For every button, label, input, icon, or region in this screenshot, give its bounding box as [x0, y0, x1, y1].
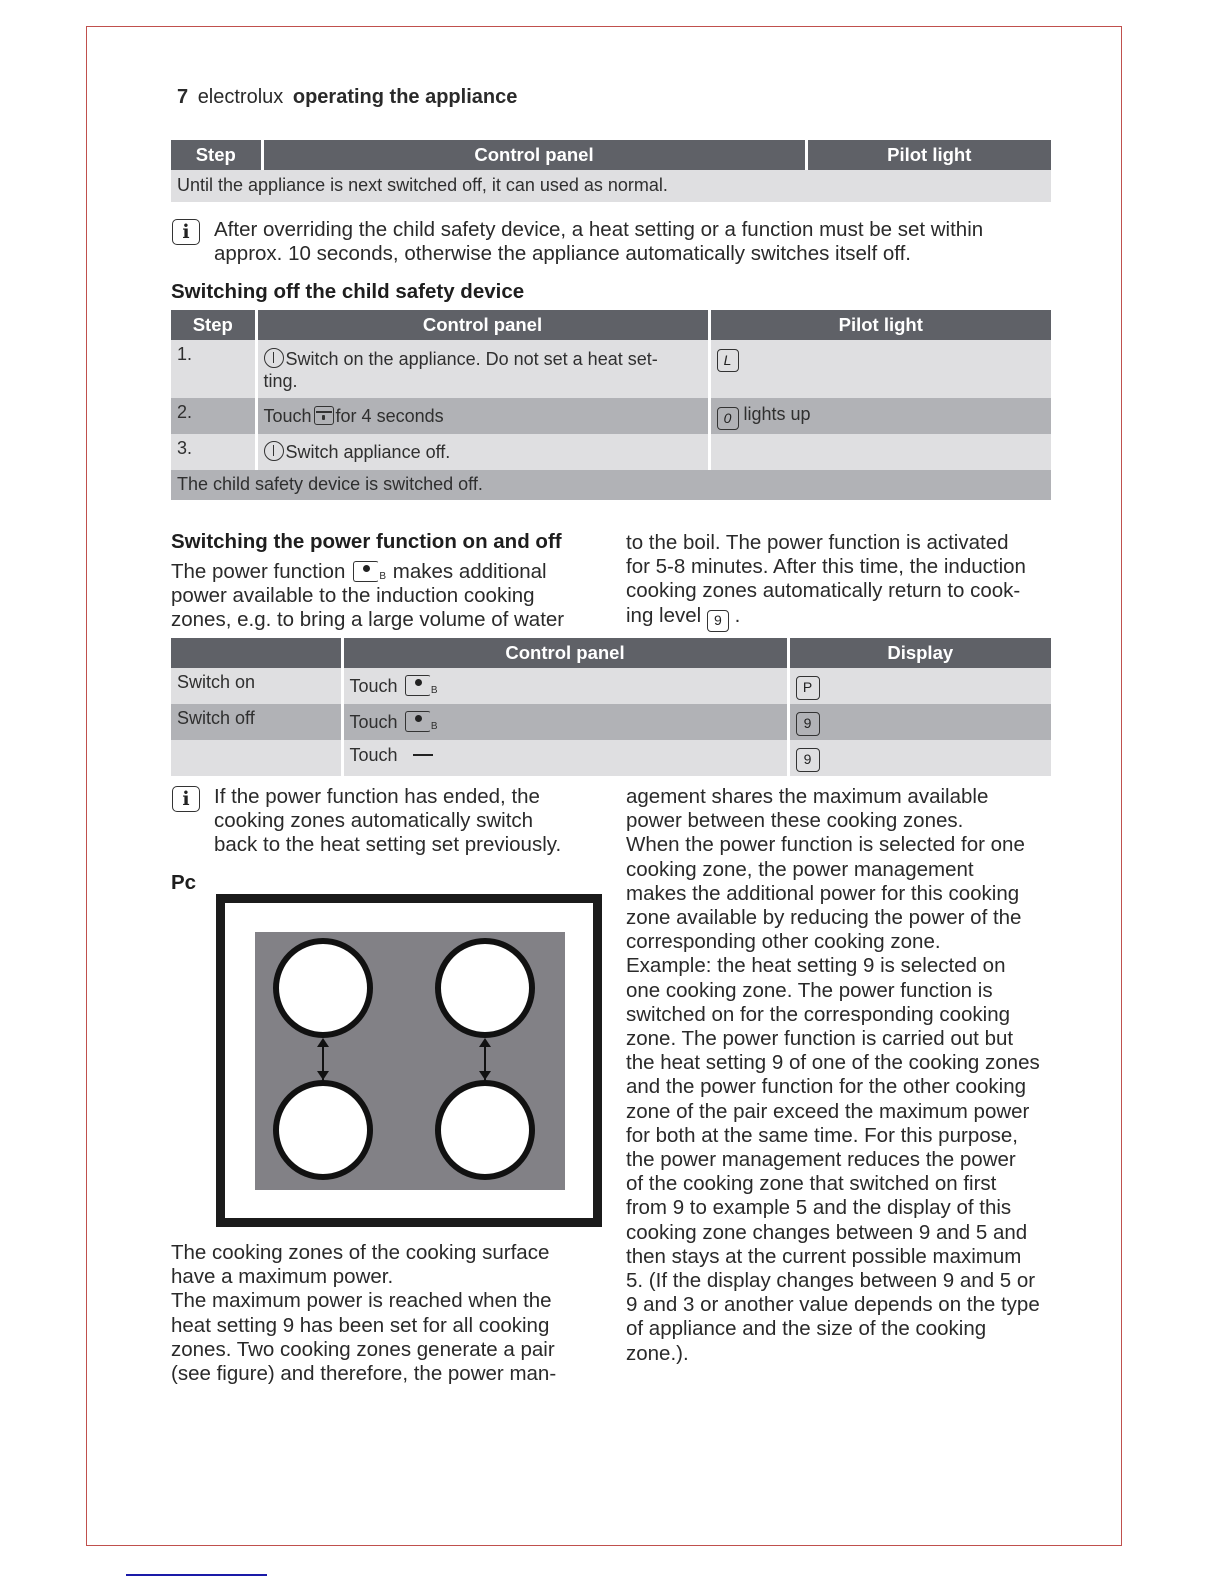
col-control-panel: Control panel [342, 638, 788, 668]
table-row [171, 668, 1051, 704]
col-step: Step [171, 140, 262, 170]
col-step: Step [171, 310, 256, 340]
power-management-left [171, 1241, 556, 1386]
power-intro-left [171, 560, 564, 633]
info-note-text [214, 785, 561, 858]
table-row [171, 340, 1051, 398]
intro-line [171, 560, 564, 584]
lock-icon [314, 406, 334, 425]
info-note-line: back to the heat setting set previously. [214, 833, 562, 857]
intro-text: ing level [626, 603, 702, 627]
cooking-zone-front-left [273, 938, 373, 1038]
info-note-line: cooking zones automatically switch [214, 809, 534, 833]
text-line: zones. Two cooking zones generate a pair [171, 1337, 555, 1361]
control-text: Touch [349, 745, 398, 765]
intro-line: to the boil. The power function is activated [626, 531, 1009, 554]
text-line: the heat setting 9 of one of the cooking zones [626, 1051, 1040, 1075]
pilot-cell [709, 340, 1051, 398]
control-cell [256, 340, 709, 398]
text-line: of the cooking zone that switched on first [626, 1172, 997, 1196]
display-symbol-l-icon: L [717, 349, 739, 372]
text-line: switched on for the corresponding cooking [626, 1002, 1011, 1026]
text-line: zone available by reducing the power of the [626, 906, 1022, 930]
info-note-line: approx. 10 seconds, otherwise the appliance automatically switches itself off. [214, 242, 911, 266]
info-icon: i [172, 219, 200, 245]
table-footer-row: The child safety device is switched off. [171, 470, 1051, 500]
power-function-table [171, 638, 1051, 776]
intro-text: makes additional [392, 560, 547, 583]
text-line: makes the additional power for this cooking [626, 881, 1020, 905]
table-footer-row: Until the appliance is next switched off, it can used as normal. [171, 170, 1051, 202]
text-line: one cooking zone. The power function is [626, 978, 993, 1002]
col-action [171, 638, 342, 668]
action-cell: Switch off [171, 704, 342, 740]
control-text: Touch [349, 676, 398, 696]
text-line: agement shares the maximum available [626, 785, 989, 808]
col-display: Display [788, 638, 1051, 668]
display-cell [788, 704, 1051, 740]
page-header [177, 86, 517, 109]
text-line: the power management reduces the power [626, 1148, 1016, 1172]
text-line: and the power function for the other cooking [626, 1075, 1027, 1099]
col-pilot-light: Pilot light [806, 140, 1051, 170]
col-control-panel: Control panel [262, 140, 806, 170]
action-cell [171, 740, 342, 776]
cooking-zone-front-right [435, 938, 535, 1038]
text-line: power between these cooking zones. [626, 809, 964, 833]
text-line: from 9 to example 5 and the display of this [626, 1196, 1012, 1220]
text-line: The maximum power is reached when the [171, 1289, 552, 1313]
info-note-line: If the power function has ended, the [214, 785, 540, 808]
hob-surface [255, 932, 565, 1190]
power-management-right [626, 785, 1040, 1366]
cooking-zone-rear-right [435, 1080, 535, 1180]
power-intro-right [626, 531, 1026, 632]
text-line: cooking zone changes between 9 and 5 and [626, 1220, 1028, 1244]
text-line: When the power function is selected for one [626, 833, 1025, 857]
child-safety-table [171, 310, 1051, 500]
info-note-line: After overriding the child safety device, a heat setting or a function must be set within [214, 218, 984, 241]
hob-figure [216, 894, 602, 1227]
minus-icon [413, 754, 433, 756]
section-heading-truncated: Pc [171, 871, 197, 894]
text-line: zone.). [626, 1341, 689, 1365]
control-text: Touch [349, 712, 398, 732]
intro-line: for 5-8 minutes. After this time, the induction [626, 555, 1026, 579]
step-cell: 1. [171, 340, 256, 398]
control-text: Switch appliance off. [285, 442, 451, 462]
info-note-text [214, 218, 983, 266]
info-note [172, 219, 200, 245]
display-symbol-9-icon: 9 [796, 748, 820, 772]
pilot-text: lights up [743, 404, 811, 424]
control-text: Switch on the appliance. Do not set a heat set- [285, 349, 658, 369]
text-line: The cooking zones of the cooking surface [171, 1241, 550, 1264]
section-heading: Switching off the child safety device [171, 280, 525, 303]
text-line: for both at the same time. For this purpose, [626, 1123, 1018, 1147]
text-line: corresponding other cooking zone. [626, 930, 941, 954]
info-icon: i [172, 786, 200, 812]
text-line: heat setting 9 has been set for all cooking [171, 1313, 550, 1337]
footer-link-underline[interactable] [126, 1574, 267, 1576]
boost-icon: B [405, 675, 431, 696]
boost-icon: B [405, 711, 431, 732]
intro-line [626, 604, 1026, 632]
control-cell [342, 740, 788, 776]
intro-text: The power function [171, 560, 346, 583]
control-text: ting. [263, 371, 298, 391]
col-control-panel: Control panel [256, 310, 709, 340]
col-pilot-light: Pilot light [709, 310, 1051, 340]
text-line: 9 and 3 or another value depends on the type [626, 1293, 1040, 1317]
intro-line: power available to the induction cooking [171, 584, 535, 608]
table-row [171, 434, 1051, 470]
display-symbol-0-icon: 0 [717, 407, 739, 430]
text-line: zone. The power function is carried out but [626, 1027, 1014, 1051]
continued-table [171, 140, 1051, 202]
power-icon [264, 441, 284, 461]
step-cell: 3. [171, 434, 256, 470]
control-cell [342, 668, 788, 704]
text-line: (see figure) and therefore, the power man- [171, 1362, 557, 1386]
intro-line: zones, e.g. to bring a large volume of water [171, 608, 565, 632]
control-text: Touch [263, 406, 312, 426]
boost-icon: B [353, 561, 379, 582]
text-line: cooking zone, the power management [626, 857, 974, 881]
control-text: for 4 seconds [335, 406, 444, 426]
step-cell: 2. [171, 398, 256, 434]
text-line: Example: the heat setting 9 is selected on [626, 954, 1006, 978]
table-row [171, 398, 1051, 434]
pilot-cell [709, 398, 1051, 434]
power-icon [264, 348, 284, 368]
display-symbol-9-icon: 9 [707, 610, 729, 632]
display-cell [788, 740, 1051, 776]
display-symbol-9-icon: 9 [796, 712, 820, 736]
brand-name: electrolux [197, 86, 284, 108]
section-title: operating the appliance [292, 86, 518, 108]
display-cell [788, 668, 1051, 704]
section-heading: Switching the power function on and off [171, 530, 562, 553]
text-line: have a maximum power. [171, 1265, 394, 1289]
info-note [172, 786, 200, 812]
control-cell [256, 434, 709, 470]
table-row [171, 704, 1051, 740]
intro-text: . [734, 603, 741, 627]
table-row [171, 740, 1051, 776]
text-line: zone of the pair exceed the maximum power [626, 1099, 1030, 1123]
control-cell [342, 704, 788, 740]
text-line: 5. (If the display changes between 9 and 5 or [626, 1269, 1036, 1293]
control-cell [256, 398, 709, 434]
text-line: of appliance and the size of the cooking [626, 1317, 987, 1341]
intro-line: cooking zones automatically return to cook- [626, 579, 1021, 603]
action-cell: Switch on [171, 668, 342, 704]
pilot-cell [709, 434, 1051, 470]
page-number: 7 [177, 86, 189, 108]
display-symbol-p-icon: P [796, 676, 820, 700]
cooking-zone-rear-left [273, 1080, 373, 1180]
text-line: then stays at the current possible maximum [626, 1244, 1022, 1268]
